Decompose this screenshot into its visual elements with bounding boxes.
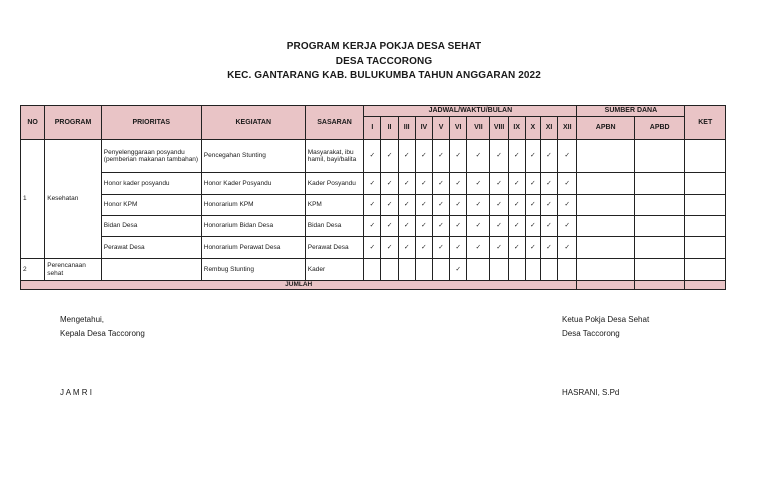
table-row — [21, 237, 726, 259]
work-plan-table — [20, 105, 726, 290]
checkmark-icon: ✓ — [496, 222, 502, 230]
cell-month-5 — [432, 237, 449, 259]
cell-month-7 — [467, 216, 490, 237]
cell-month-10 — [525, 140, 540, 173]
header-month-10: X — [525, 117, 540, 140]
checkmark-icon: ✓ — [369, 222, 376, 230]
checkmark-icon: ✓ — [496, 243, 502, 251]
header-month-4: IV — [415, 117, 432, 140]
header-apbd: APBD — [634, 117, 684, 140]
cell-sasaran: Kader Posyandu — [305, 173, 364, 195]
header-month-5: V — [432, 117, 449, 140]
cell-prioritas: Honor KPM — [101, 195, 201, 216]
checkmark-icon: ✓ — [455, 222, 461, 230]
checkmark-icon: ✓ — [403, 222, 410, 230]
cell-sasaran: Perawat Desa — [305, 237, 364, 259]
cell-kegiatan: Honorarium KPM — [201, 195, 305, 216]
cell-prioritas: Penyelenggaraan posyandu (pemberian makanan tambahan) — [101, 140, 201, 173]
header-apbn: APBN — [577, 117, 635, 140]
signature-left-name: J A M R I — [60, 388, 93, 397]
checkmark-icon: ✓ — [438, 201, 444, 209]
cell-month-10 — [525, 237, 540, 259]
checkmark-icon: ✓ — [564, 222, 570, 230]
cell-month-10 — [525, 173, 540, 195]
checkmark-icon: ✓ — [496, 152, 502, 160]
checkmark-icon: ✓ — [475, 152, 482, 160]
checkmark-icon: ✓ — [475, 179, 482, 187]
cell-prioritas: Bidan Desa — [101, 216, 201, 237]
checkmark-icon: ✓ — [546, 222, 552, 230]
cell-kegiatan: Rembug Stunting — [201, 259, 305, 281]
checkmark-icon: ✓ — [546, 152, 552, 160]
cell-apbn — [577, 259, 635, 281]
cell-no: 1 — [21, 140, 45, 259]
cell-month-5 — [432, 259, 449, 281]
signature-left-block — [60, 313, 145, 341]
cell-month-8 — [490, 195, 508, 216]
checkmark-icon: ✓ — [369, 243, 376, 251]
checkmark-icon: ✓ — [564, 243, 570, 251]
cell-month-12 — [558, 216, 577, 237]
cell-month-12 — [558, 237, 577, 259]
cell-month-11 — [540, 195, 557, 216]
cell-sasaran: Kader — [305, 259, 364, 281]
cell-program: Kesehatan — [45, 140, 102, 259]
checkmark-icon: ✓ — [514, 179, 520, 187]
checkmark-icon: ✓ — [496, 201, 502, 209]
cell-month-10 — [525, 259, 540, 281]
checkmark-icon: ✓ — [386, 201, 393, 209]
signature-right-block — [562, 313, 649, 341]
cell-apbd — [634, 140, 684, 173]
cell-month-3 — [398, 195, 415, 216]
checkmark-icon: ✓ — [386, 179, 393, 187]
checkmark-icon: ✓ — [455, 201, 461, 209]
cell-month-12 — [558, 259, 577, 281]
checkmark-icon: ✓ — [386, 222, 393, 230]
cell-prioritas: Perawat Desa — [101, 237, 201, 259]
cell-apbd — [634, 216, 684, 237]
cell-prioritas: Honor kader posyandu — [101, 173, 201, 195]
cell-month-4 — [415, 237, 432, 259]
cell-ket — [685, 216, 726, 237]
cell-apbd — [634, 237, 684, 259]
table-row — [21, 173, 726, 195]
cell-month-11 — [540, 173, 557, 195]
cell-sasaran: Bidan Desa — [305, 216, 364, 237]
cell-month-9 — [508, 259, 525, 281]
cell-month-6 — [450, 140, 467, 173]
document-title: PROGRAM KERJA POKJA DESA SEHAT — [286, 41, 482, 52]
total-cell — [577, 281, 635, 290]
checkmark-icon: ✓ — [530, 243, 536, 251]
table-row — [21, 259, 726, 281]
cell-month-4 — [415, 173, 432, 195]
checkmark-icon: ✓ — [530, 201, 536, 209]
cell-apbd — [634, 259, 684, 281]
header-month-8: VIII — [490, 117, 508, 140]
cell-apbd — [634, 173, 684, 195]
checkmark-icon: ✓ — [455, 179, 461, 187]
cell-ket — [685, 259, 726, 281]
cell-month-1 — [364, 259, 381, 281]
cell-program: Perencanaan sehat — [45, 259, 102, 281]
cell-apbn — [577, 173, 635, 195]
checkmark-icon: ✓ — [514, 243, 520, 251]
cell-month-1 — [364, 237, 381, 259]
signature-right-line1: Ketua Pokja Desa Sehat — [562, 315, 650, 324]
total-cell — [685, 281, 726, 290]
checkmark-icon: ✓ — [403, 179, 410, 187]
cell-month-10 — [525, 195, 540, 216]
checkmark-icon: ✓ — [514, 222, 520, 230]
cell-sasaran: KPM — [305, 195, 364, 216]
cell-month-4 — [415, 216, 432, 237]
header-month-1: I — [364, 117, 381, 140]
header-month-12: XII — [558, 117, 577, 140]
checkmark-icon: ✓ — [369, 152, 376, 160]
total-label: JUMLAH — [21, 281, 577, 290]
checkmark-icon: ✓ — [496, 179, 502, 187]
table-body — [21, 140, 726, 290]
cell-month-7 — [467, 237, 490, 259]
checkmark-icon: ✓ — [369, 179, 376, 187]
cell-kegiatan: Honorarium Perawat Desa — [201, 237, 305, 259]
checkmark-icon: ✓ — [546, 201, 552, 209]
checkmark-icon: ✓ — [564, 179, 570, 187]
checkmark-icon: ✓ — [530, 152, 536, 160]
checkmark-icon: ✓ — [438, 179, 444, 187]
cell-month-2 — [381, 195, 398, 216]
checkmark-icon: ✓ — [403, 201, 410, 209]
cell-month-1 — [364, 173, 381, 195]
signature-right-name: HASRANI, S.Pd — [562, 388, 620, 397]
header-jadwal: JADWAL/WAKTU/BULAN — [364, 106, 577, 117]
cell-month-1 — [364, 216, 381, 237]
checkmark-icon: ✓ — [369, 201, 376, 209]
cell-sasaran: Masyarakat, ibu hamil, bayi/balita — [305, 140, 364, 173]
checkmark-icon: ✓ — [421, 222, 427, 230]
cell-apbn — [577, 237, 635, 259]
cell-apbn — [577, 195, 635, 216]
cell-month-9 — [508, 216, 525, 237]
cell-month-3 — [398, 140, 415, 173]
checkmark-icon: ✓ — [455, 265, 461, 273]
cell-month-6 — [450, 216, 467, 237]
cell-ket — [685, 140, 726, 173]
checkmark-icon: ✓ — [455, 152, 461, 160]
checkmark-icon: ✓ — [421, 201, 427, 209]
cell-kegiatan: Pencegahan Stunting — [201, 140, 305, 173]
header-month-3: III — [398, 117, 415, 140]
header-sumber-dana: SUMBER DANA — [577, 106, 685, 117]
cell-month-8 — [490, 259, 508, 281]
cell-month-3 — [398, 216, 415, 237]
cell-month-5 — [432, 173, 449, 195]
cell-month-7 — [467, 173, 490, 195]
checkmark-icon: ✓ — [475, 222, 482, 230]
cell-month-12 — [558, 140, 577, 173]
checkmark-icon: ✓ — [403, 152, 410, 160]
checkmark-icon: ✓ — [546, 243, 552, 251]
cell-month-9 — [508, 173, 525, 195]
cell-month-5 — [432, 140, 449, 173]
cell-month-11 — [540, 259, 557, 281]
cell-kegiatan: Honor Kader Posyandu — [201, 173, 305, 195]
total-cell — [634, 281, 684, 290]
cell-month-8 — [490, 173, 508, 195]
checkmark-icon: ✓ — [386, 243, 393, 251]
cell-ket — [685, 195, 726, 216]
cell-month-7 — [467, 140, 490, 173]
checkmark-icon: ✓ — [530, 222, 536, 230]
signature-left-line1: Mengetahui, — [60, 315, 105, 324]
cell-month-4 — [415, 259, 432, 281]
cell-apbn — [577, 140, 635, 173]
checkmark-icon: ✓ — [564, 201, 570, 209]
checkmark-icon: ✓ — [438, 222, 444, 230]
cell-month-12 — [558, 195, 577, 216]
cell-month-5 — [432, 195, 449, 216]
cell-month-6 — [450, 259, 467, 281]
cell-month-3 — [398, 237, 415, 259]
checkmark-icon: ✓ — [421, 179, 427, 187]
checkmark-icon: ✓ — [386, 152, 393, 160]
cell-kegiatan: Honorarium Bidan Desa — [201, 216, 305, 237]
cell-month-3 — [398, 173, 415, 195]
cell-month-6 — [450, 237, 467, 259]
header-month-7: VII — [467, 117, 490, 140]
total-row — [21, 281, 726, 290]
cell-no: 2 — [21, 259, 45, 281]
header-kegiatan: KEGIATAN — [201, 106, 305, 140]
cell-apbd — [634, 195, 684, 216]
cell-month-11 — [540, 216, 557, 237]
cell-month-9 — [508, 237, 525, 259]
header-sasaran: SASARAN — [305, 106, 364, 140]
cell-month-6 — [450, 195, 467, 216]
checkmark-icon: ✓ — [475, 201, 482, 209]
checkmark-icon: ✓ — [421, 152, 427, 160]
cell-month-6 — [450, 173, 467, 195]
checkmark-icon: ✓ — [403, 243, 410, 251]
cell-month-1 — [364, 195, 381, 216]
cell-month-3 — [398, 259, 415, 281]
cell-apbn — [577, 216, 635, 237]
cell-month-2 — [381, 140, 398, 173]
header-month-11: XI — [540, 117, 557, 140]
checkmark-icon: ✓ — [455, 243, 461, 251]
cell-ket — [685, 237, 726, 259]
cell-month-7 — [467, 195, 490, 216]
cell-month-2 — [381, 173, 398, 195]
checkmark-icon: ✓ — [438, 243, 444, 251]
cell-month-4 — [415, 140, 432, 173]
cell-month-9 — [508, 140, 525, 173]
cell-month-2 — [381, 259, 398, 281]
checkmark-icon: ✓ — [421, 243, 427, 251]
cell-month-1 — [364, 140, 381, 173]
header-no: NO — [21, 106, 45, 140]
checkmark-icon: ✓ — [438, 152, 444, 160]
checkmark-icon: ✓ — [514, 201, 520, 209]
signature-left-line2: Kepala Desa Taccorong — [60, 329, 145, 338]
checkmark-icon: ✓ — [530, 179, 536, 187]
cell-month-2 — [381, 216, 398, 237]
cell-prioritas — [101, 259, 201, 281]
cell-month-7 — [467, 259, 490, 281]
signature-right-line2: Desa Taccorong — [562, 329, 620, 338]
header-ket: KET — [685, 106, 726, 140]
cell-month-8 — [490, 216, 508, 237]
header-month-9: IX — [508, 117, 525, 140]
checkmark-icon: ✓ — [564, 152, 570, 160]
document-subtitle-village: DESA TACCORONG — [335, 56, 433, 67]
cell-month-12 — [558, 173, 577, 195]
cell-ket — [685, 173, 726, 195]
cell-month-11 — [540, 140, 557, 173]
header-month-2: II — [381, 117, 398, 140]
table-row — [21, 216, 726, 237]
cell-month-8 — [490, 237, 508, 259]
header-prioritas: PRIORITAS — [101, 106, 201, 140]
cell-month-9 — [508, 195, 525, 216]
table-row — [21, 195, 726, 216]
cell-month-11 — [540, 237, 557, 259]
checkmark-icon: ✓ — [475, 243, 482, 251]
cell-month-5 — [432, 216, 449, 237]
cell-month-10 — [525, 216, 540, 237]
checkmark-icon: ✓ — [546, 179, 552, 187]
checkmark-icon: ✓ — [514, 152, 520, 160]
cell-month-4 — [415, 195, 432, 216]
header-month-6: VI — [450, 117, 467, 140]
cell-month-2 — [381, 237, 398, 259]
document-subtitle-district: KEC. GANTARANG KAB. BULUKUMBA TAHUN ANGGARAN 2022 — [227, 70, 541, 81]
table-row — [21, 140, 726, 173]
cell-month-8 — [490, 140, 508, 173]
header-program: PROGRAM — [45, 106, 102, 140]
